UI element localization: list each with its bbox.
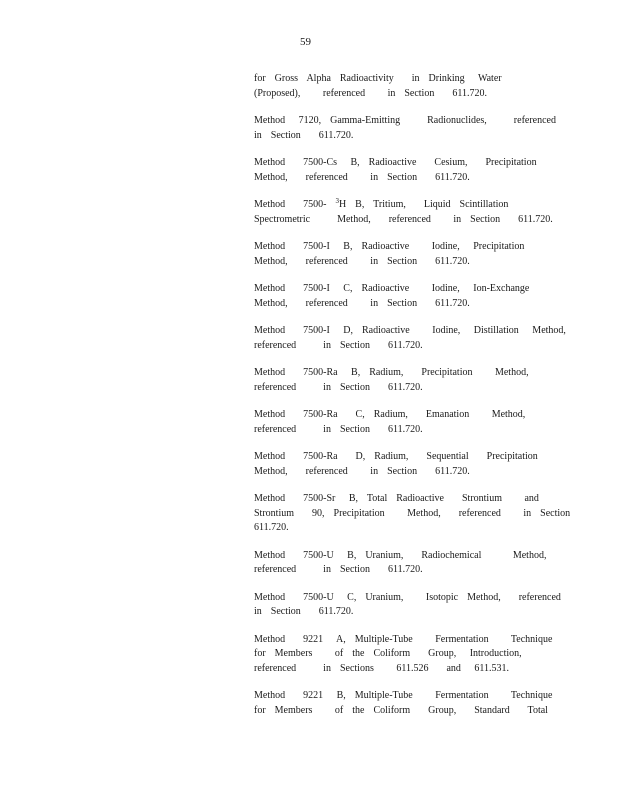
entry-line: 611.720. [254, 522, 289, 533]
entry-line: Method 7500-U B, Uranium, Radiochemical Method, [254, 549, 547, 561]
reference-list [254, 72, 571, 731]
entry-line: Method, referenced in Section 611.720. [254, 171, 470, 183]
entry-line-start: Method 7500- [254, 199, 336, 210]
page-number: 59 [300, 36, 311, 48]
entry-line-end: H B, Tritium, Liquid Scintillation [338, 199, 509, 210]
entry-line: Method 7500-U C, Uranium, Isotopic Method, referenced [254, 591, 561, 603]
entry-line: Method 7120, Gamma-Emitting Radionuclides, referenced [254, 115, 556, 126]
entry-line: Method 7500-Ra B, Radium, Precipitation Method, [254, 367, 529, 378]
entry-line: referenced in Sections 611.526 and 611.531. [254, 662, 510, 674]
entry-line: Method 7500-I D, Radioactive Iodine, Distillation Method, [254, 325, 566, 336]
reference-entry [254, 492, 571, 536]
entry-line: for Members of the Coliform Group, Introduction, [254, 648, 522, 659]
entry-line: Method 9221 A, Multiple-Tube Fermentation Technique [254, 633, 553, 645]
entry-line: Method 7500-Ra D, Radium, Sequential Precipitation [254, 451, 538, 462]
entry-line: referenced in Section 611.720. [254, 423, 423, 435]
entry-line: in Section 611.720. [254, 606, 354, 617]
entry-line: for Gross Alpha Radioactivity in Drinking Water [254, 73, 502, 84]
superscript-mass-number: 3 [335, 197, 339, 205]
reference-entry [254, 156, 538, 185]
entry-line: Method 9221 B, Multiple-Tube Fermentation Technique [254, 690, 553, 701]
reference-entry [254, 72, 538, 101]
entry-line: in Section 611.720. [254, 129, 354, 141]
entry-line: Method, referenced in Section 611.720. [254, 297, 470, 309]
entry-line: referenced in Section 611.720. [254, 339, 423, 351]
reference-entry [254, 408, 538, 437]
entry-line: Method 7500-I B, Radioactive Iodine, Precipitation [254, 241, 525, 252]
reference-entry [254, 282, 538, 311]
entry-line: (Proposed), referenced in Section 611.720. [254, 87, 487, 99]
reference-entry [254, 240, 538, 269]
entry-line: Method, referenced in Section 611.720. [254, 465, 470, 477]
reference-entry [254, 366, 538, 395]
reference-entry [254, 549, 547, 578]
reference-entry [254, 450, 538, 479]
entry-line [254, 198, 538, 213]
reference-entry [254, 633, 553, 677]
entry-line: Strontium 90, Precipitation Method, referenced in Section [254, 507, 571, 519]
entry-line: Spectrometric Method, referenced in Section 611.720. [254, 213, 553, 225]
entry-line: Method 7500-I C, Radioactive Iodine, Ion-Exchange [254, 283, 530, 294]
entry-line: Method 7500-Sr B, Total Radioactive Strontium and [254, 493, 539, 504]
entry-line: Method 7500-Ra C, Radium, Emanation Method, [254, 409, 526, 420]
entry-line: referenced in Section 611.720. [254, 564, 423, 575]
entry-line: referenced in Section 611.720. [254, 381, 423, 393]
reference-entry [254, 689, 553, 718]
reference-entry-tritium [254, 197, 553, 227]
reference-entry [254, 114, 556, 143]
reference-entry [254, 324, 566, 353]
entry-line: for Members of the Coliform Group, Standard Total [254, 704, 548, 716]
reference-entry [254, 591, 561, 620]
entry-line: Method, referenced in Section 611.720. [254, 255, 470, 267]
entry-line: Method 7500-Cs B, Radioactive Cesium, Precipitation [254, 157, 537, 168]
